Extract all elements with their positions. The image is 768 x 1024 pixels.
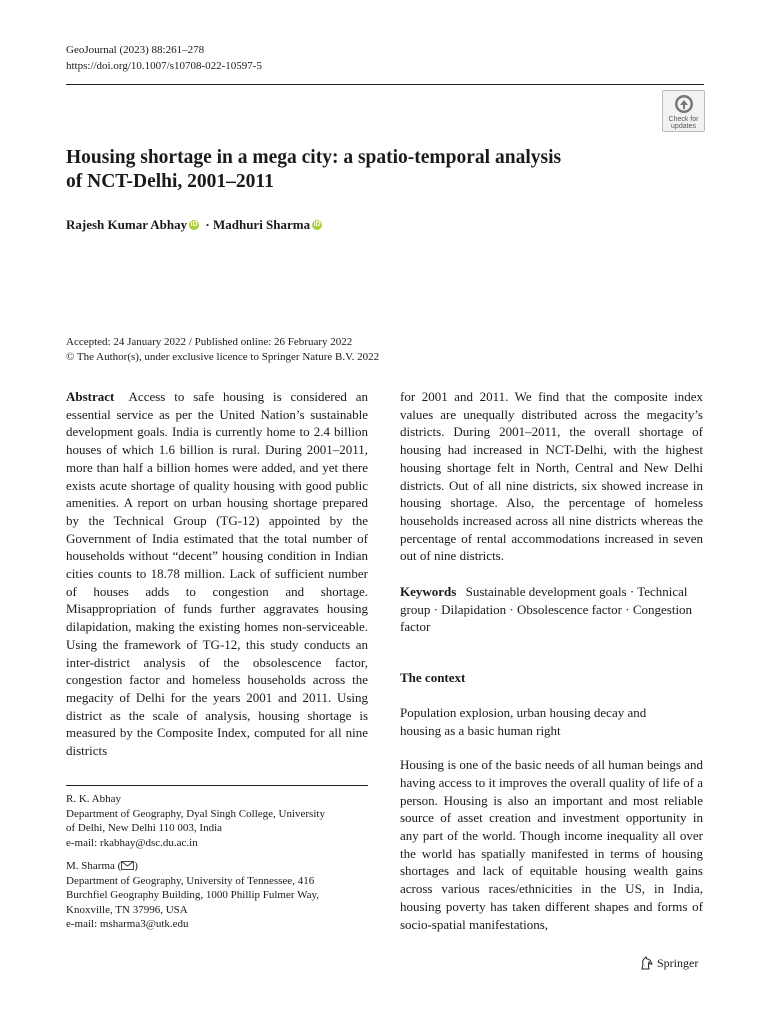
- affiliation-rule: [66, 785, 368, 786]
- publication-dates: [66, 335, 379, 365]
- check-for-updates-badge[interactable]: [662, 90, 705, 132]
- copyright-line: © The Author(s), under exclusive licence to Springer Nature B.V. 2022: [66, 351, 380, 363]
- springer-horse-icon: [640, 956, 653, 970]
- journal-header: [66, 42, 262, 74]
- affiliation-dept: Department of Geography, University of Tennessee, 416: [66, 874, 315, 887]
- section-subheading: Population explosion, urban housing decay and housing as a basic human right: [400, 704, 647, 738]
- keywords-block: [400, 583, 703, 636]
- author-name[interactable]: Madhuri Sharma: [212, 217, 311, 232]
- abstract-left-column: [66, 388, 368, 760]
- affiliation-address: Knoxville, TN 37996, USA: [66, 903, 188, 916]
- check-for-updates-icon: [674, 94, 694, 114]
- accepted-published: Accepted: 24 January 2022 / Published online: 26 February 2022: [66, 336, 353, 348]
- author-separator: ·: [202, 217, 213, 232]
- envelope-icon[interactable]: [121, 861, 134, 870]
- article-title: [66, 146, 666, 194]
- doi-link[interactable]: https://doi.org/10.1007/s10708-022-10597-5: [66, 60, 262, 72]
- affiliation-email[interactable]: e-mail: msharma3@utk.edu: [66, 918, 189, 930]
- publisher-name: Springer: [657, 956, 699, 970]
- affiliation-email[interactable]: e-mail: rkabhay@dsc.du.ac.in: [66, 836, 198, 849]
- abstract-label: Abstract: [66, 389, 115, 404]
- affiliation-name: R. K. Abhay: [66, 793, 121, 805]
- title-line-2: of NCT-Delhi, 2001–2011: [66, 171, 274, 192]
- section-paragraph: Housing is one of the basic needs of all human beings and having access to it improves the overall quality of life of a person. Housing is also an important and most reliable source of asset creation and investment opportunity in any part of the world. Though income inequality all over the world has spatially manifested in terms of housing shortages and lack of equitable housing wealth gains across various races/ethnicities in the US, in India, housing poverty has taken different shapes and forms of socio-spatial manifestations,: [400, 757, 703, 932]
- keywords-label: Keywords: [400, 584, 457, 600]
- author-list: [66, 216, 325, 234]
- badge-text-1: Check for: [668, 116, 699, 123]
- affiliation-name-end: ): [134, 860, 138, 872]
- affiliation-dept: Department of Geography, Dyal Singh College, University: [66, 807, 325, 820]
- affiliation-name: M. Sharma (: [66, 860, 122, 872]
- affiliation-name-row: [66, 859, 368, 874]
- author-name[interactable]: Rajesh Kumar Abhay: [66, 217, 188, 232]
- journal-citation: GeoJournal (2023) 88:261–278: [66, 44, 205, 56]
- publisher-logo: [640, 955, 698, 971]
- affiliation-address: of Delhi, New Delhi 110 003, India: [66, 822, 223, 834]
- abstract-continued: for 2001 and 2011. We find that the composite index values are unequally distributed across the megacity’s districts. During 2001–2011, the overall shortage of housing had increased in NCT-Delhi, with the highest housing shortage felt in North, Central and New Delhi districts. Out of all nine districts, six showed increase in housing shortage. Also, the percentage of homeless households increased across all nine districts whereas the percentage of rental accommodations increased in seven out of nine districts.: [400, 389, 703, 564]
- right-column: [400, 388, 703, 933]
- orcid-icon[interactable]: iD: [190, 221, 198, 228]
- affiliation-sharma: [66, 859, 368, 932]
- section-heading: The context: [400, 670, 466, 686]
- abstract-text: Access to safe housing is considered an essential service as per the United Nation’s sustainable development goals. India is currently home to 2.4 billion houses of which 1.6 billion is rural. During 2001–2011, more than half a billion homes were added, and yet there exists acute shortage of quality housing with good public amenities. A report on urban housing shortage prepared by the Technical Group (TG-12) appointed by the Government of India estimated that the total number of households without “decent” housing condition in Indian cities counts to 18.78 million. Lack of sufficient number of houses adds to congestion and shortage. Misappropriation of funds further aggravates housing dilapidation, making the existing homes non-serviceable. Using the framework of TG-12, this study conducts an inter-district analysis of the obsolescence factor, congestion factor and homeless households across the megacity of Delhi for the years 2001 and 2011. Using district as the scale of analysis, housing shortage is measured by the Composite Index, computed for all nine districts: [66, 389, 368, 759]
- affiliation-address: Burchfiel Geography Building, 1000 Phillip Fulmer Way,: [66, 889, 320, 901]
- title-line-1: Housing shortage in a mega city: a spatio-temporal analysis: [66, 147, 562, 168]
- orcid-icon[interactable]: iD: [313, 221, 321, 228]
- header-rule: [66, 84, 704, 85]
- affiliation-abhay: [66, 792, 368, 850]
- badge-text-2: updates: [671, 123, 696, 130]
- keywords-text: Sustainable development goals · Technical group · Dilapidation · Obsolescence factor · Congestion factor: [400, 584, 693, 635]
